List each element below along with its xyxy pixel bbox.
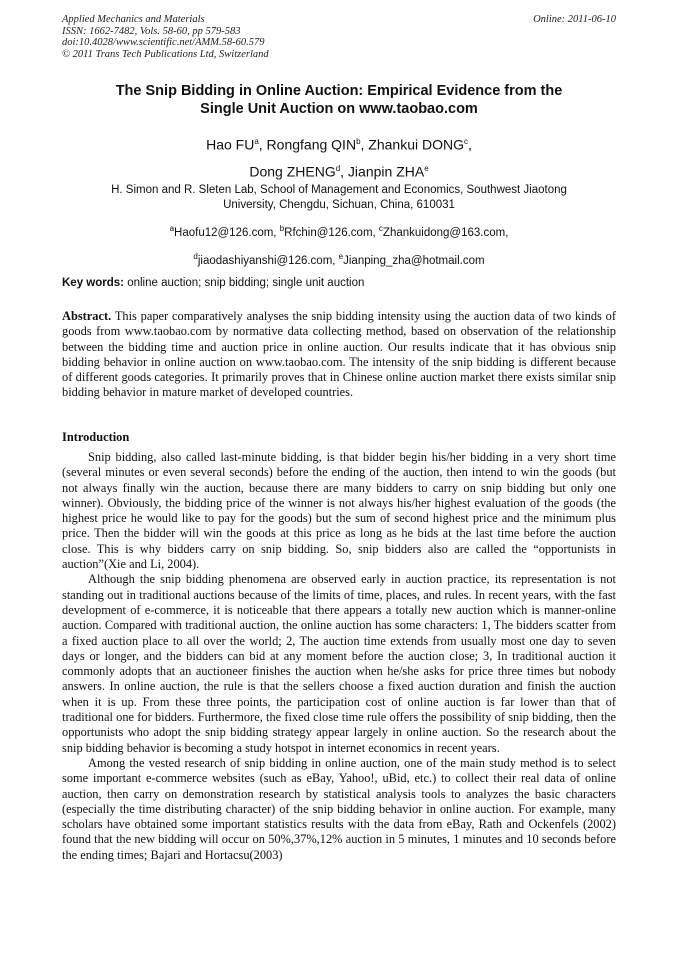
- affiliation-mark: e: [424, 163, 429, 173]
- email-address: Rfchin@126.com,: [284, 226, 379, 239]
- email-mark: c: [378, 224, 383, 233]
- author-line-2: [62, 157, 616, 184]
- affiliation-mark: b: [356, 137, 361, 146]
- email-line-2: [62, 245, 616, 273]
- email-address: Jianping_zha@hotmail.com: [343, 254, 485, 267]
- author-name: , Jianpin ZHA: [340, 163, 425, 180]
- email-mark: d: [193, 251, 198, 261]
- journal-name: Applied Mechanics and Materials: [62, 14, 205, 25]
- author-name: , Zhankui DONG: [360, 136, 464, 153]
- abstract-label: Abstract.: [62, 309, 112, 323]
- paragraph: Although the snip bidding phenomena are observed early in auction practice, its representation is not standing out in traditional auctions because of the limits of time, places, and rules. In recent years, with the fast development of e-commerce, it is noticeable that there appears a totally new auction which is manner-online auction. Compared with traditional auction, the online auction has some characters: 1, The bidders scatter from a fixed auction place to all over the world; 2, The auction time extends from usually most one day to seven days or longer, and the bidders can bid at any moment before the auction close; 3, In traditional auction it commonly adopts that an auctioneer finishes the auction when he/she asks for price three times but nobody answers. In online auction, the rule is that the sellers choose a fixed auction duration and finish the auction when it is up. From these three points, the participation cost of online auction is far lower than that of traditional one for bidders. Furthermore, the fixed close time rule offers the possibility of snip bidding, then the opportunists who adopt the snip bidding strategy appear largely in online auction. So the research about the snip bidding behavior is becoming a study hotspot in internet economics in recent years.: [62, 572, 616, 755]
- email-line-1: [62, 217, 616, 245]
- affiliation-mark: d: [335, 163, 341, 173]
- author-name: Dong ZHENG: [249, 163, 336, 180]
- email-list: [62, 217, 616, 273]
- author-separator: ,: [468, 136, 472, 153]
- affiliation-mark: a: [254, 137, 259, 146]
- email-address: jiaodashiyanshi@126.com,: [197, 254, 339, 267]
- affiliation-mark: c: [464, 137, 468, 146]
- author-list: [62, 130, 616, 183]
- title-line-1: The Snip Bidding in Online Auction: Empirical Evidence from the: [115, 83, 563, 99]
- email-mark: e: [338, 251, 344, 261]
- online-date: Online: 2011-06-10: [533, 14, 616, 25]
- journal-header: [62, 14, 269, 60]
- paragraph: Snip bidding, also called last-minute bidding, is that bidder begin his/her bidding in a very short time (several minutes or even several seconds) before the ending of the auction, then intend to win the goods (but not always finally win the auction, because there are many bidders to carry on snip bidding but only one winner). Obviously, the bidding price of the winner is not always his/her highest evaluation of the goods (the highest price he would like to pay for the goods) but the sum of second highest price and the minimum plus price. Then the bidder will win the goods at this price as long as he bids at the last time before the auction close. This is why bidders carry on snip bidding. So, snip bidders also are called the “opportunists in auction”(Xie and Li, 2004).: [62, 450, 616, 572]
- author-name: , Rongfang QIN: [258, 136, 357, 153]
- abstract-text: This paper comparatively analyses the snip bidding intensity using the auction data of two kinds of goods from www.taobao.com by normative data collecting method, based on observation of the relationship between the bidding time and auction price in online auction. Our results indicate that it has obvious snip bidding behavior in online auction on www.taobao.com. The intensity of the snip bidding is different because of different goods categories. It primarily proves that in Chinese online auction market there exists similar snip bidding behavior in mature market of developed countries.: [62, 309, 616, 400]
- section-heading: Introduction: [62, 430, 130, 444]
- title-line-2: Single Unit Auction on www.taobao.com: [200, 101, 478, 117]
- email-mark: b: [279, 224, 285, 233]
- keywords: [62, 276, 616, 291]
- affiliation: [62, 183, 616, 213]
- paragraph: Among the vested research of snip bidding in online auction, one of the main study method is to select some important e-commerce websites (such as eBay, Yahoo!, uBid, etc.) to collect their real data of online auction, then carry on demonstration research by statistical analysis tools to analyzes the basic characters (especially the time distributing character) of the snip bidding behavior in online auction. For example, many scholars have obtained some important statistics results with the data from eBay, Rath and Ockenfels (2002) found that the new bidding will occur on 50%,37%,12% auction in 5 minutes, 1 minutes and 10 seconds before the ending times; Bajari and Hortacsu(2003): [62, 755, 616, 862]
- paper-title: [62, 82, 616, 118]
- email-address: Haofu12@126.com,: [174, 226, 280, 239]
- keywords-text: online auction; snip bidding; single unit auction: [124, 277, 365, 289]
- doi-line: doi:10.4028/www.scientific.net/AMM.58-60.579: [62, 37, 265, 48]
- affiliation-line-1: H. Simon and R. Sleten Lab, School of Management and Economics, Southwest Jiaotong: [111, 184, 567, 196]
- introduction-body: [62, 450, 616, 863]
- copyright-line: © 2011 Trans Tech Publications Ltd, Switzerland: [62, 48, 269, 60]
- keywords-label: Key words:: [62, 277, 124, 289]
- email-mark: a: [169, 224, 175, 233]
- author-line-1: [62, 130, 616, 157]
- author-name: Hao FU: [206, 136, 255, 153]
- abstract: [62, 309, 616, 401]
- issn-line: ISSN: 1662-7482, Vols. 58-60, pp 579-583: [62, 25, 241, 37]
- email-address: Zhankuidong@163.com,: [382, 226, 509, 239]
- affiliation-line-2: University, Chengdu, Sichuan, China, 610031: [223, 199, 455, 211]
